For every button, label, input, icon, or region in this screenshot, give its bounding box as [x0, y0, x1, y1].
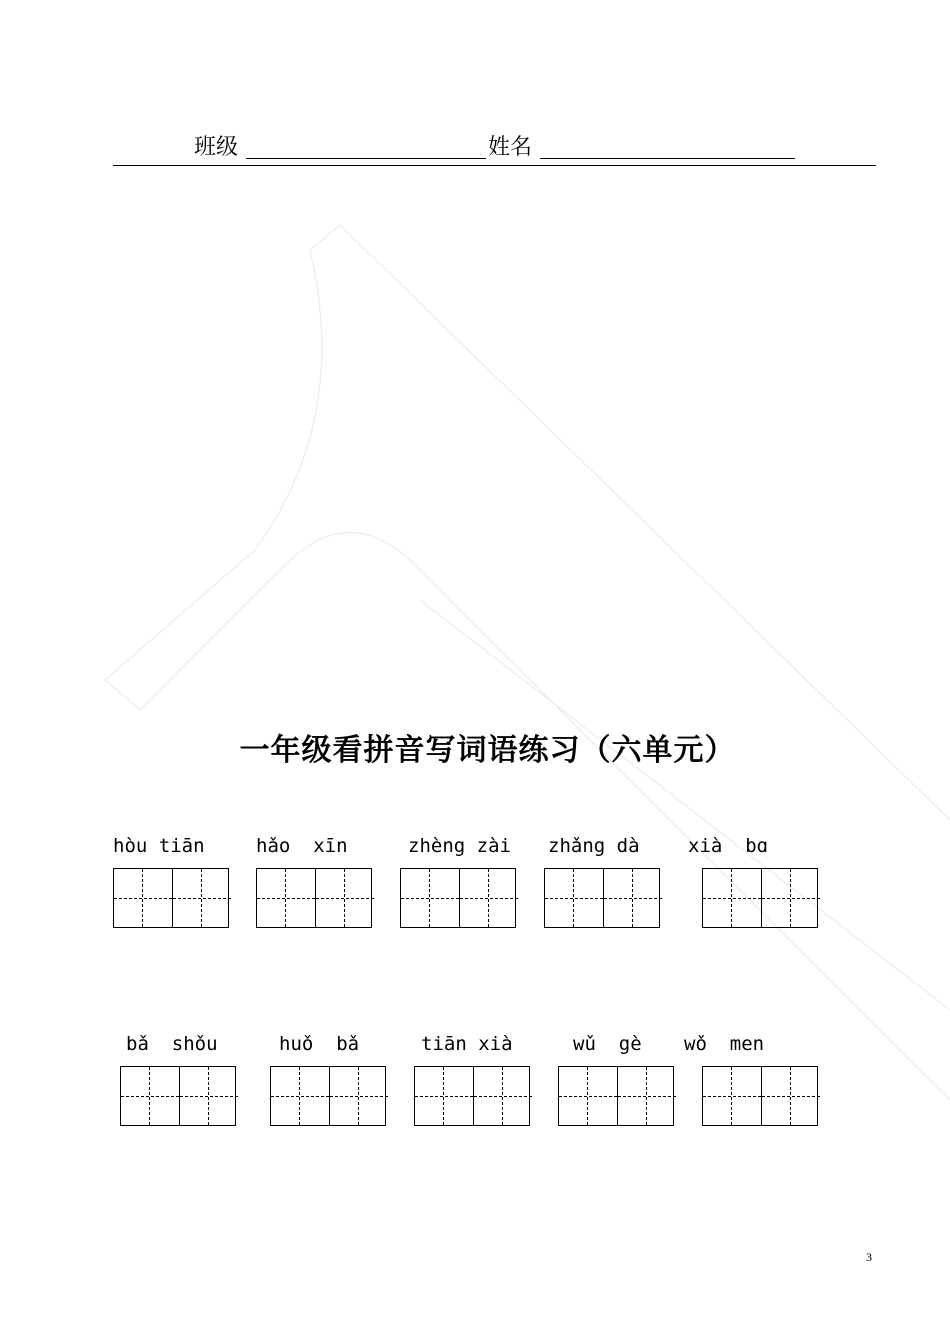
pinyin-label: huǒ bǎ: [279, 1033, 360, 1055]
writing-grid[interactable]: [544, 868, 660, 928]
writing-grid[interactable]: [400, 868, 516, 928]
pinyin-label: hòu tiān: [113, 835, 205, 857]
writing-grid[interactable]: [120, 1066, 236, 1126]
pinyin-label: xià bɑ: [688, 835, 769, 857]
writing-grid[interactable]: [558, 1066, 674, 1126]
pinyin-label: bǎ shǒu: [126, 1033, 218, 1055]
writing-grid[interactable]: [270, 1066, 386, 1126]
pinyin-label: zhǎng dà: [548, 835, 640, 857]
pinyin-label: hǎo xīn: [256, 835, 348, 857]
writing-grid[interactable]: [113, 868, 229, 928]
class-field[interactable]: [246, 158, 486, 159]
pinyin-label: tiān xià: [421, 1033, 513, 1055]
pinyin-label: zhèng zài: [408, 835, 511, 857]
writing-grid[interactable]: [702, 868, 818, 928]
writing-grid[interactable]: [702, 1066, 818, 1126]
name-label: 姓名: [488, 135, 533, 160]
writing-grid[interactable]: [414, 1066, 530, 1126]
name-field[interactable]: [540, 158, 795, 159]
worksheet-title: 一年级看拼音写词语练习（六单元）: [239, 733, 736, 768]
pinyin-label: wǔ gè: [573, 1033, 642, 1055]
pinyin-label: wǒ men: [684, 1033, 765, 1055]
page-number: 3: [866, 1250, 872, 1264]
class-label: 班级: [194, 135, 239, 160]
writing-grid[interactable]: [256, 868, 372, 928]
